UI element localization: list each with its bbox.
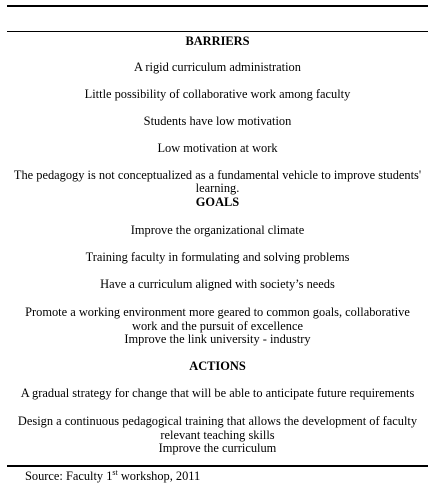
action-item-continuation: relevant teaching skills (160, 428, 275, 442)
action-item: Improve the curriculum (158, 441, 277, 455)
barriers-heading: BARRIERS (185, 34, 250, 48)
source-prefix: Source: Faculty 1 (25, 469, 113, 483)
goal-item: Promote a working environment more geared to common goals, collaborative (25, 305, 410, 319)
action-item: A gradual strategy for change that will be able to anticipate future requirements (20, 386, 415, 400)
barrier-item: Little possibility of collaborative work among faculty (84, 87, 351, 101)
goal-item: Training faculty in formulating and solving problems (85, 250, 350, 264)
source-note (25, 467, 201, 483)
actions-heading: ACTIONS (189, 359, 246, 373)
barrier-item-continuation: learning. (195, 181, 240, 195)
source-superscript: st (112, 467, 118, 477)
table-header-border (7, 31, 428, 32)
barrier-item: Low motivation at work (157, 141, 278, 155)
barrier-item: The pedagogy is not conceptualized as a fundamental vehicle to improve students' (13, 168, 422, 182)
goal-item-continuation: work and the pursuit of excellence (132, 319, 303, 333)
source-suffix: workshop, 2011 (117, 469, 201, 483)
barrier-item: Students have low motivation (143, 114, 292, 128)
goals-heading: GOALS (195, 195, 240, 209)
goal-item: Have a curriculum aligned with society’s needs (100, 277, 335, 291)
action-item: Design a continuous pedagogical training that allows the development of faculty (17, 414, 418, 428)
goal-item: Improve the link university - industry (124, 332, 311, 346)
table-bottom-border (7, 465, 428, 467)
goal-item: Improve the organizational climate (130, 223, 305, 237)
table-top-border (7, 5, 428, 7)
barrier-item: A rigid curriculum administration (134, 60, 301, 74)
